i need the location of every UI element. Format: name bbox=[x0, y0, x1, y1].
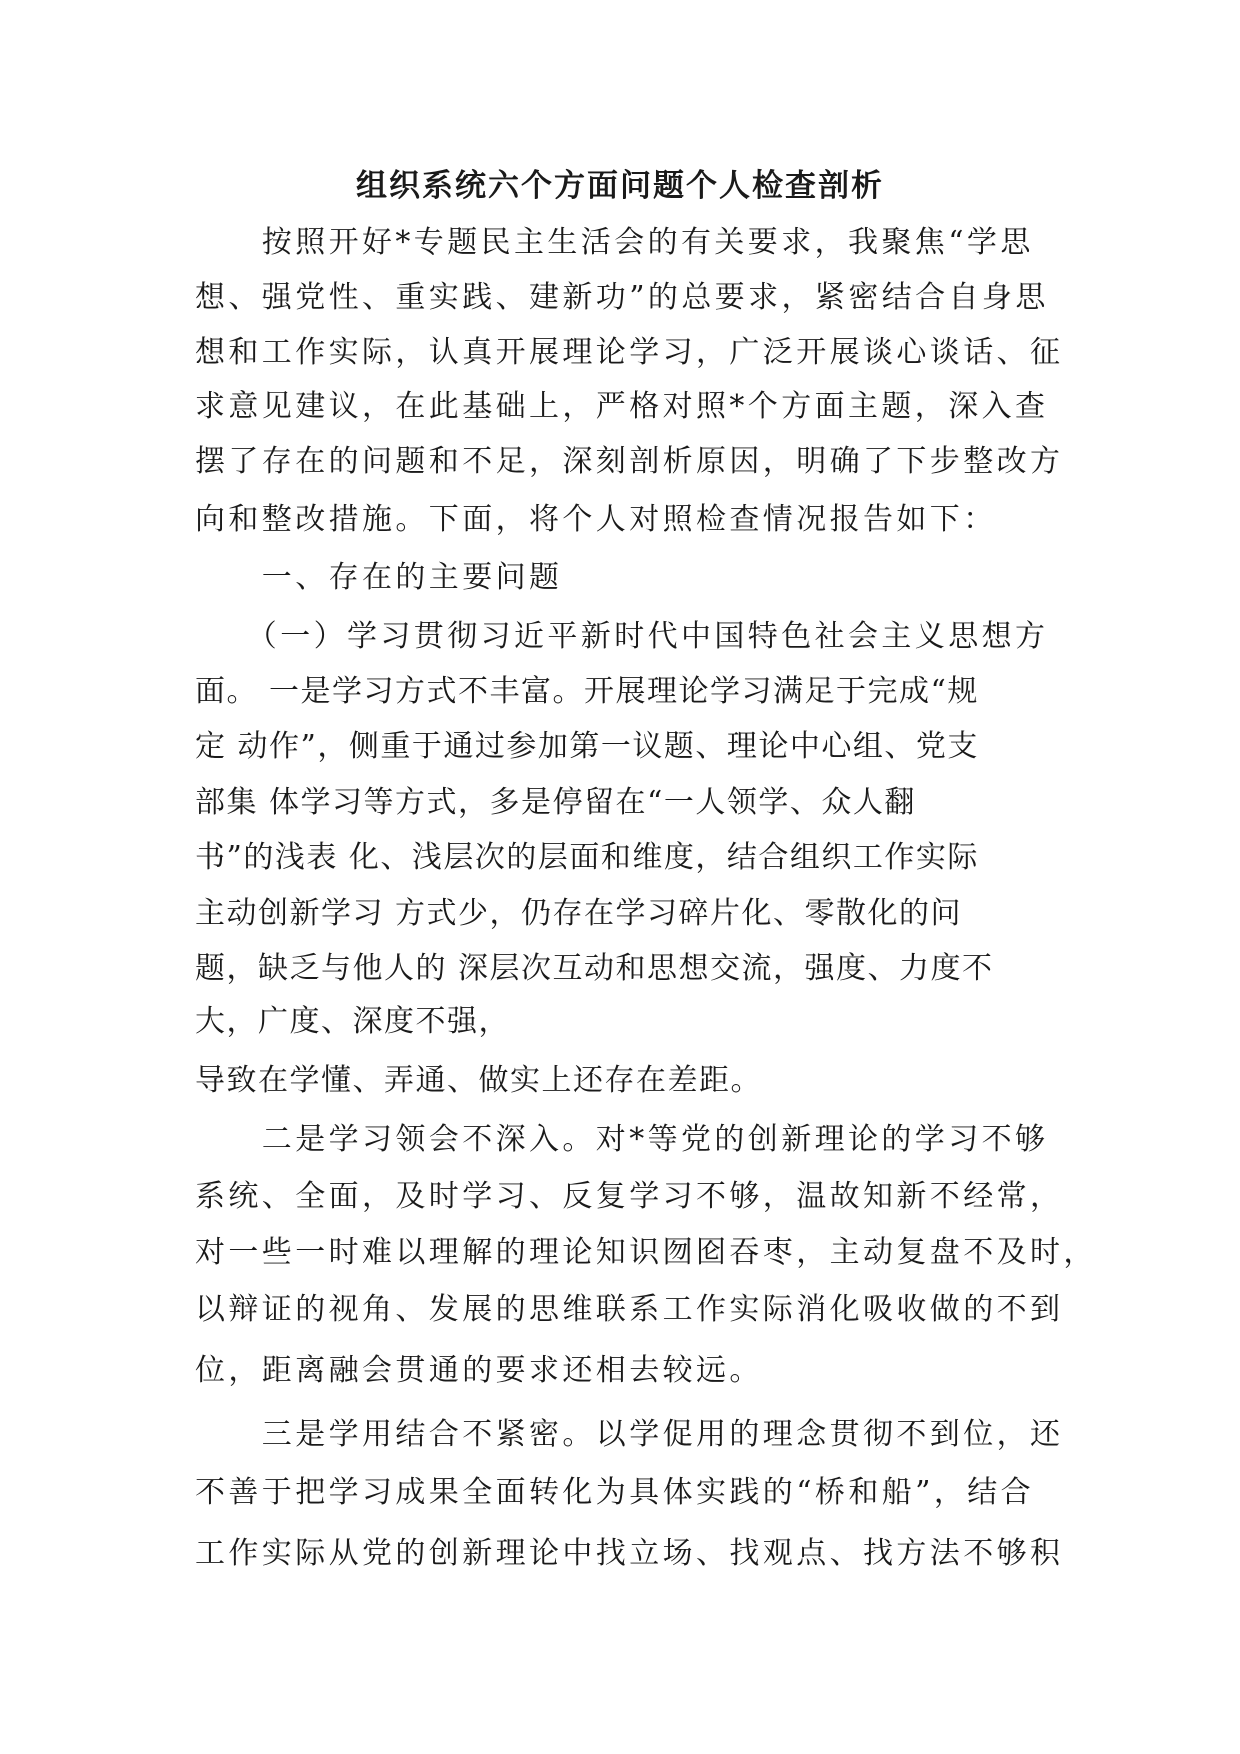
paragraph-line: 以辩证的视角、发展的思维联系工作实际消化吸收做的不到 bbox=[195, 1292, 1064, 1327]
paragraph-line: 面。 一是学习方式不丰富。开展理论学习满足于完成“规 bbox=[195, 674, 979, 709]
paragraph-line: 二是学习领会不深入。对*等党的创新理论的学习不够 bbox=[195, 1122, 1049, 1157]
paragraph-line: 书”的浅表 化、浅层次的层面和维度，结合组织工作实际 bbox=[195, 840, 979, 875]
paragraph-line: 系统、全面，及时学习、反复学习不够，温故知新不经常， bbox=[195, 1179, 1064, 1214]
paragraph-line: 不善于把学习成果全面转化为具体实践的“桥和船”，结合 bbox=[195, 1475, 1035, 1510]
paragraph-line: 按照开好*专题民主生活会的有关要求，我聚焦“学思 bbox=[195, 225, 1034, 260]
paragraph-line: 主动创新学习 方式少，仍存在学习碎片化、零散化的问 bbox=[195, 896, 963, 931]
paragraph-line: 定 动作”，侧重于通过参加第一议题、理论中心组、党支 bbox=[195, 729, 979, 764]
paragraph-line: 大，广度、深度不强， bbox=[195, 1004, 510, 1039]
section-heading: 一、存在的主要问题 bbox=[195, 560, 563, 595]
paragraph-line: 工作实际从党的创新理论中找立场、找观点、找方法不够积 bbox=[195, 1536, 1064, 1571]
paragraph-line: 对一些一时难以理解的理论知识囫囵吞枣，主动复盘不及时， bbox=[195, 1235, 1097, 1270]
paragraph-line: 想、强党性、重实践、建新功”的总要求，紧密结合自身思 bbox=[195, 280, 1049, 315]
paragraph-line: 摆了存在的问题和不足，深刻剖析原因，明确了下步整改方 bbox=[195, 444, 1064, 479]
paragraph-line: 位，距离融会贯通的要求还相去较远。 bbox=[195, 1353, 763, 1388]
subsection-heading-line: （一）学习贯彻习近平新时代中国特色社会主义思想方 bbox=[195, 619, 1049, 654]
paragraph-line: 三是学用结合不紧密。以学促用的理念贯彻不到位，还 bbox=[195, 1417, 1064, 1452]
paragraph-line: 求意见建议，在此基础上，严格对照*个方面主题，深入查 bbox=[195, 389, 1049, 424]
paragraph-line: 题，缺乏与他人的 深层次互动和思想交流，强度、力度不 bbox=[195, 951, 994, 986]
paragraph-line: 想和工作实际，认真开展理论学习，广泛开展谈心谈话、征 bbox=[195, 335, 1064, 370]
paragraph-line: 向和整改措施。下面，将个人对照检查情况报告如下： bbox=[195, 502, 997, 537]
paragraph-line: 部集 体学习等方式，多是停留在“一人领学、众人翻 bbox=[195, 785, 916, 820]
paragraph-line: 导致在学懂、弄通、做实上还存在差距。 bbox=[195, 1063, 762, 1098]
document-title: 组织系统六个方面问题个人检查剖析 bbox=[356, 168, 884, 204]
